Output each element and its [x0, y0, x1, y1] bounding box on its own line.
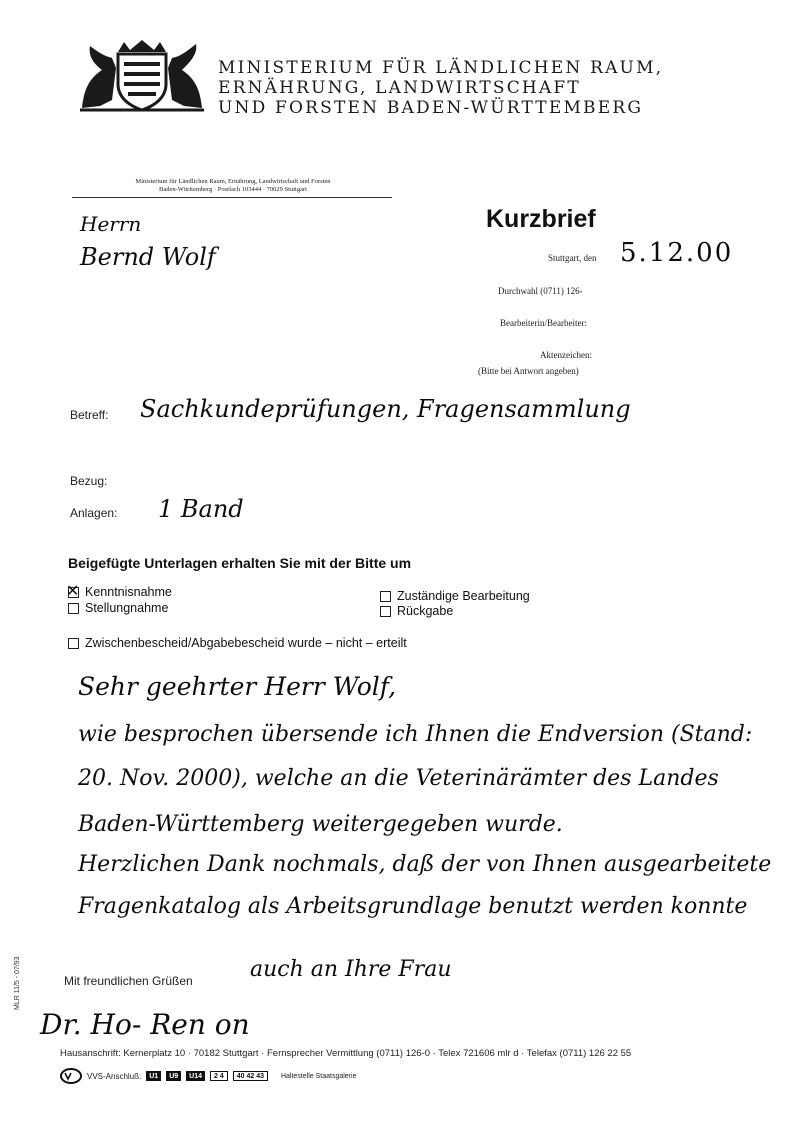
ticket-u9: U9: [166, 1071, 181, 1081]
clerk-label: Bearbeiterin/Bearbeiter:: [500, 318, 587, 328]
recipient-salutation: Herrn: [80, 212, 142, 236]
option-label: Zuständige Bearbeitung: [397, 589, 530, 603]
ministry-name-line-2: ERNÄHRUNG, LANDWIRTSCHAFT: [218, 78, 581, 98]
body-line-6: Fragenkatalog als Arbeitsgrundlage benutzt werden konnte: [78, 894, 748, 919]
sender-underline: [72, 197, 392, 198]
phone-extension-label: Durchwahl (0711) 126-: [498, 286, 583, 296]
vvs-row: [60, 1068, 356, 1084]
checkbox-zustaendige-bearbeitung[interactable]: [380, 591, 391, 602]
vvs-label: VVS-Anschluß:: [87, 1071, 142, 1081]
ticket-bus-40-42-43: 40 42 43: [233, 1071, 268, 1081]
enclosures-label: Anlagen:: [70, 506, 118, 520]
file-reference-note: (Bitte bei Antwort angeben): [478, 366, 579, 376]
subject-label: Betreff:: [70, 408, 109, 422]
ticket-u1: U1: [146, 1071, 161, 1081]
document-title: Kurzbrief: [486, 205, 596, 233]
checkbox-kenntnisnahme[interactable]: [68, 587, 79, 598]
reference-label: Bezug:: [70, 474, 108, 488]
stop-label: Haltestelle Staatsgalerie: [280, 1072, 357, 1080]
sender-address-line-1: Ministerium für Ländlichen Raum, Ernährung, Landwirtschaft und Forsten: [135, 178, 331, 185]
date-value: 5.12.00: [620, 238, 734, 268]
recipient-name: Bernd Wolf: [80, 243, 216, 271]
option-zwischenbescheid[interactable]: [68, 636, 407, 650]
ticket-u14: U14: [186, 1071, 205, 1081]
ticket-bus-2-4: 2 4: [210, 1071, 228, 1081]
body-line-3: 20. Nov. 2000), welche an die Veterinärämter des Landes: [78, 766, 719, 791]
option-label: Zwischenbescheid/Abgabebescheid wurde – nicht – erteilt: [85, 636, 407, 650]
footer-address: Hausanschrift: Kernerplatz 10 · 70182 Stuttgart · Fernsprecher Vermittlung (0711) 126-0 · Telex 721606 mlr d · Telefax (0711) 126 22 55: [60, 1048, 632, 1059]
body-line-2: wie besprochen übersende ich Ihnen die Endversion (Stand:: [78, 722, 753, 747]
sender-address-line-2: Baden-Württemberg · Postfach 103444 · 70029 Stuttgart: [159, 186, 307, 193]
checkbox-zwischenbescheid[interactable]: [68, 638, 79, 649]
option-label: Kenntnisnahme: [85, 585, 172, 599]
option-stellungnahme[interactable]: [68, 601, 168, 615]
file-reference-label: Aktenzeichen:: [540, 350, 592, 360]
body-line-4: Baden-Württemberg weitergegeben wurde.: [78, 812, 563, 837]
checkbox-rueckgabe[interactable]: [380, 606, 391, 617]
body-line-5: Herzlichen Dank nochmals, daß der von Ihnen ausgearbeitete: [78, 852, 772, 877]
subject-value: Sachkundeprüfungen, Fragensammlung: [140, 395, 631, 423]
coat-of-arms-logo: [72, 38, 212, 113]
option-kenntnisnahme[interactable]: [68, 585, 172, 599]
date-label: Stuttgart, den: [548, 253, 597, 263]
enclosures-value: 1 Band: [158, 495, 244, 523]
option-label: Rückgabe: [397, 604, 454, 618]
ministry-name-line-3: UND FORSTEN BADEN-WÜRTTEMBERG: [218, 98, 644, 118]
closing-handwritten-addition: auch an Ihre Frau: [250, 957, 452, 982]
option-zustaendige-bearbeitung[interactable]: [380, 589, 530, 603]
body-line-1: Sehr geehrter Herr Wolf,: [78, 672, 397, 701]
checkbox-stellungnahme[interactable]: [68, 603, 79, 614]
request-heading: Beigefügte Unterlagen erhalten Sie mit der Bitte um: [68, 555, 412, 571]
option-rueckgabe[interactable]: [380, 604, 453, 618]
option-label: Stellungnahme: [85, 601, 169, 615]
ministry-name-line-1: MINISTERIUM FÜR LÄNDLICHEN RAUM,: [218, 58, 664, 78]
form-code: MLR 11/5 - 07/93: [14, 956, 21, 1010]
closing-greeting: Mit freundlichen Grüßen: [64, 974, 193, 988]
vvs-logo-icon: [60, 1068, 82, 1084]
signature: Dr. Ho- Ren on: [40, 1008, 250, 1041]
